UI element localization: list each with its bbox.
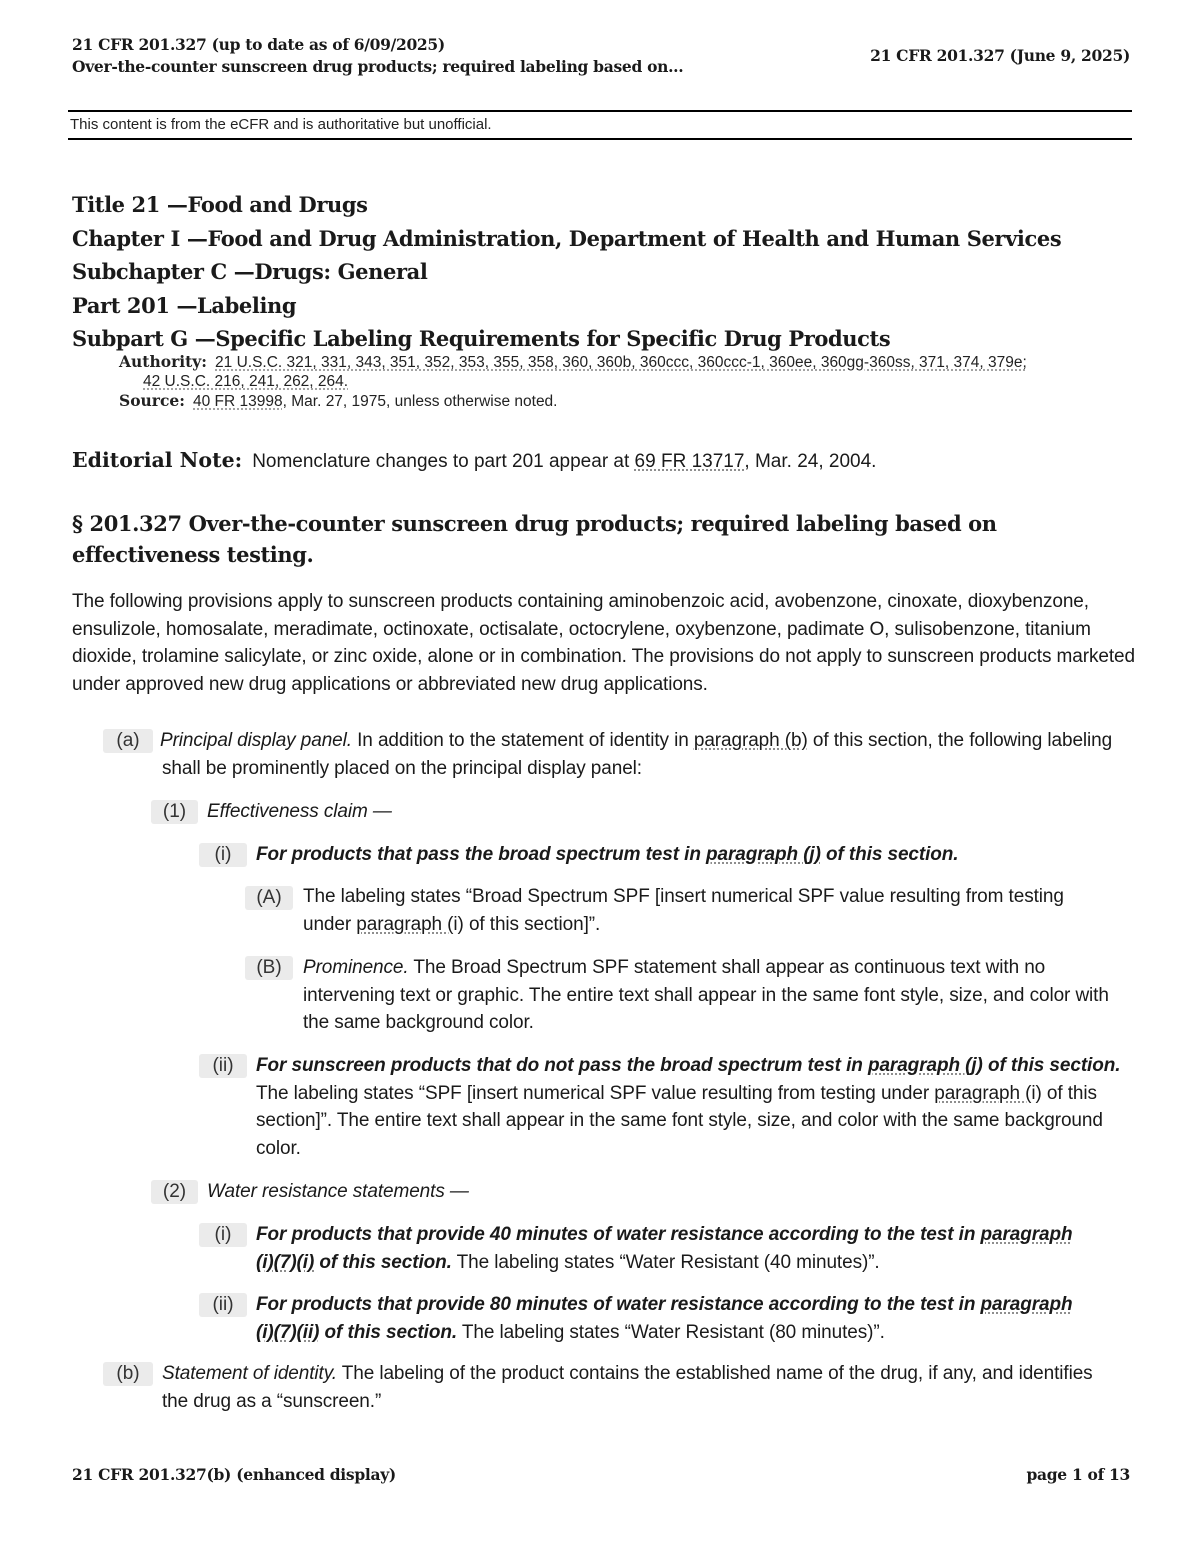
paragraph-a2 — [207, 1178, 469, 1206]
title-heading: Title 21 —Food and Drugs — [72, 192, 368, 217]
enum-a2i: (i) — [199, 1223, 247, 1247]
paragraph-b-link[interactable]: paragraph (b) — [693, 730, 808, 751]
enum-b: (b) — [103, 1362, 153, 1386]
paragraph-a1i-heading-1: For products that pass the broad spectrum test in — [256, 844, 707, 865]
paragraph-a1iA-text-1: The labeling states “Broad Spectrum SPF [insert numerical SPF value resulting from testing under — [303, 886, 1064, 935]
intro-paragraph: The following provisions apply to sunscreen products containing aminobenzoic acid, avobenzone, cinoxate, dioxybenzone, ensulizole, homosalate, meradimate, octinoxate, octisalate, octocrylene, oxybenzone, padimate O, sulisobenzone, titanium dioxide, trolamine salicylate, or zinc oxide, alone or in combination. The provisions do not apply to sunscreen products marketed under approved new drug applications or abbreviated new drug applications. — [72, 591, 1135, 695]
paragraph-a1i — [256, 841, 1116, 869]
enum-a: (a) — [103, 729, 153, 753]
paragraph-a1iA-text-2: of this section]”. — [463, 913, 601, 935]
header-citation: 21 CFR 201.327 (up to date as of 6/09/2025) — [72, 35, 445, 54]
paragraph-a1iB-text: The Broad Spectrum SPF statement shall appear as continuous text with no intervening text or graphic. The entire text shall appear in the same font style, size, and color with the same background color. — [303, 957, 1109, 1033]
hierarchy-block — [72, 188, 1142, 356]
enum-a1iB: (B) — [245, 956, 293, 980]
paragraph-a1 — [207, 798, 392, 826]
editorial-note-label: Editorial Note: — [72, 448, 243, 472]
source-line — [119, 391, 1119, 411]
disclaimer-text: This content is from the eCFR and is authoritative but unofficial. — [70, 116, 492, 133]
paragraph-a — [162, 727, 1122, 782]
enum-a1: (1) — [151, 800, 198, 824]
source-ref-link[interactable]: 40 FR 13998 — [193, 393, 283, 410]
paragraph-a1ii-text-1: The labeling states “SPF [insert numerical SPF value resulting from testing under — [256, 1082, 935, 1104]
source-rest: , Mar. 27, 1975, unless otherwise noted. — [282, 393, 558, 410]
header-title: Over-the-counter sunscreen drug products; required labeling based on... — [72, 57, 684, 76]
enum-a1ii: (ii) — [199, 1054, 247, 1078]
subchapter-heading: Subchapter C —Drugs: General — [72, 259, 428, 284]
chapter-heading: Chapter I —Food and Drug Administration, Department of Health and Human Services — [72, 225, 1062, 251]
disclaimer-banner — [68, 110, 1132, 140]
enum-a1i: (i) — [199, 843, 247, 867]
paragraph-a1i-heading-2: of this section. — [820, 844, 959, 865]
page-header — [72, 34, 1130, 78]
paragraph-a1-heading: Effectiveness claim — — [207, 801, 392, 822]
paragraph-a2ii-heading-1: For products that provide 80 minutes of water resistance according to the test in — [256, 1294, 981, 1315]
paragraph-a1ii — [256, 1052, 1126, 1162]
editorial-note-text-2: , Mar. 24, 2004. — [744, 451, 877, 472]
paragraph-b-heading: Statement of identity. — [162, 1363, 337, 1384]
source-label: Source: — [119, 391, 185, 410]
paragraph-a2i-text: The labeling states “Water Resistant (40 minutes)”. — [451, 1251, 880, 1273]
paragraph-a-text-2: of this section, the following labeling shall be prominently placed on the principal display panel: — [162, 730, 1113, 779]
paragraph-a2i — [256, 1221, 1086, 1276]
paragraph-a-heading: Principal display panel. — [160, 730, 352, 751]
paragraph-a-text-1: In addition to the statement of identity in — [351, 730, 694, 751]
paragraph-a1iB — [303, 954, 1123, 1037]
authority-line — [119, 352, 1119, 372]
paragraph-a1ii-text-2: of this section]”. The entire text shall appear in the same font style, size, and color with the same background color. — [256, 1082, 1103, 1159]
paragraph-a2-heading: Water resistance statements — — [207, 1181, 469, 1202]
header-date-citation: 21 CFR 201.327 (June 9, 2025) — [870, 46, 1130, 65]
footer-citation: 21 CFR 201.327(b) (enhanced display) — [72, 1465, 396, 1484]
paragraph-i-link[interactable]: paragraph (i) — [356, 913, 464, 935]
paragraph-j-link[interactable]: paragraph (j) — [706, 844, 821, 865]
subpart-heading: Subpart G —Specific Labeling Requirements for Specific Drug Products — [72, 326, 891, 351]
paragraph-a2ii-text: The labeling states “Water Resistant (80 minutes)”. — [457, 1321, 885, 1343]
paragraph-a2ii-heading-2: of this section. — [319, 1321, 458, 1343]
authority-source-block — [119, 352, 1119, 411]
paragraph-b-text: The labeling of the product contains the established name of the drug, if any, and identifies the drug as a “sunscreen.” — [162, 1363, 1093, 1412]
paragraph-a1iB-heading: Prominence. — [303, 957, 409, 978]
paragraph-b — [162, 1360, 1122, 1415]
enum-a1iA: (A) — [245, 886, 293, 910]
paragraph-a1ii-heading-1: For sunscreen products that do not pass the broad spectrum test in — [256, 1055, 868, 1076]
paragraph-a1ii-heading-2: of this section. — [982, 1055, 1121, 1076]
authority-line-2 — [119, 372, 1119, 391]
enum-a2: (2) — [151, 1180, 198, 1204]
authority-refs-2[interactable]: 42 U.S.C. 216, 241, 262, 264. — [143, 373, 349, 390]
editorial-note-text-1: Nomenclature changes to part 201 appear at — [252, 451, 635, 472]
part-heading: Part 201 —Labeling — [72, 292, 297, 318]
editorial-note — [72, 448, 876, 473]
paragraph-j-link-2[interactable]: paragraph (j) — [867, 1055, 983, 1076]
paragraph-a2ii — [256, 1291, 1086, 1346]
section-title: § 201.327 Over-the-counter sunscreen drug products; required labeling based on effectiveness testing. — [72, 511, 997, 567]
authority-refs[interactable]: 21 U.S.C. 321, 331, 343, 351, 352, 353, 355, 358, 360, 360b, 360ccc, 360ccc-1, 360ee, 360gg-360ss, 371, 374, 379e; — [215, 354, 1027, 371]
paragraph-a2i-heading-2: of this section. — [314, 1251, 452, 1273]
paragraph-a2i-heading-1: For products that provide 40 minutes of water resistance according to the test in — [256, 1224, 981, 1245]
paragraph-i7i-link[interactable]: paragraph (i)(7)(i) — [256, 1224, 1073, 1273]
editorial-note-ref-link[interactable]: 69 FR 13717 — [634, 451, 745, 472]
paragraph-i7ii-link[interactable]: paragraph (i)(7)(ii) — [256, 1294, 1073, 1343]
page-number: page 1 of 13 — [1026, 1465, 1130, 1484]
paragraph-a1iA — [303, 883, 1093, 938]
paragraph-i-link-2[interactable]: paragraph (i) — [934, 1082, 1042, 1104]
authority-label: Authority: — [119, 352, 208, 371]
enum-a2ii: (ii) — [199, 1293, 247, 1317]
